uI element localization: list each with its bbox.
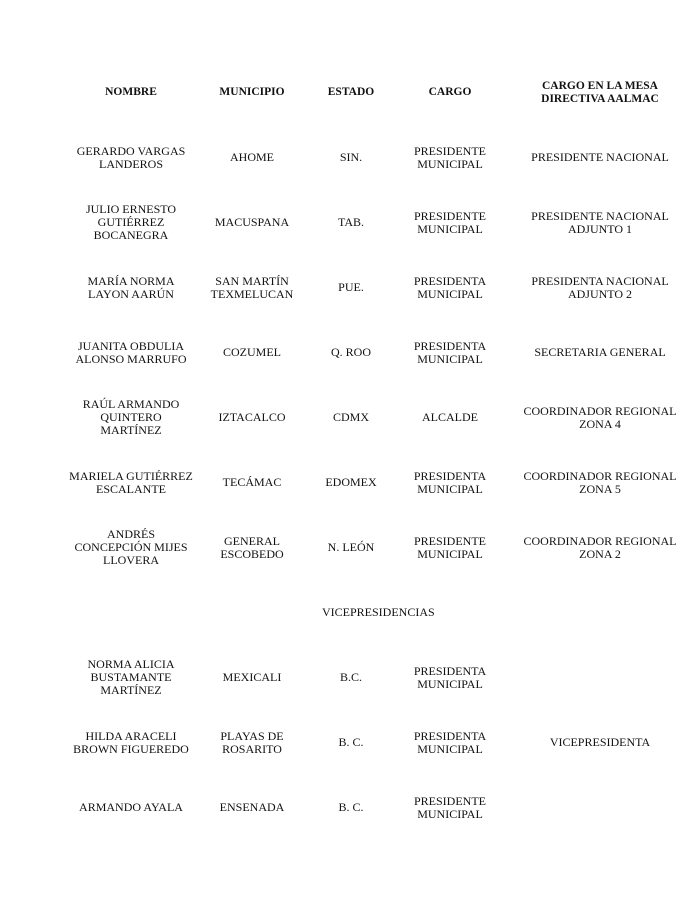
cargo-cell bbox=[395, 775, 505, 840]
mesa-cell-line: ZONA 2 bbox=[579, 546, 621, 561]
header-cargo: CARGO bbox=[428, 86, 472, 98]
nombre-cell-line: NORMA ALICIA bbox=[87, 657, 175, 671]
table-row bbox=[65, 385, 695, 450]
table-row bbox=[65, 320, 695, 385]
nombre-cell-line: ESCALANTE bbox=[96, 481, 166, 496]
estado-cell: CDMX bbox=[332, 410, 369, 424]
nombre-cell bbox=[65, 190, 197, 255]
table-row bbox=[65, 450, 695, 515]
nombre-cell-line: MARTÍNEZ bbox=[100, 683, 162, 697]
nombre-cell-line: ANDRÉS bbox=[106, 527, 155, 541]
cargo-cell bbox=[395, 320, 505, 385]
cargo-cell-line: MUNICIPAL bbox=[417, 286, 483, 301]
header-cargo-mesa-line-1: CARGO EN LA MESA bbox=[542, 79, 658, 92]
header-nombre: NOMBRE bbox=[105, 86, 157, 98]
mesa-cell-line: PRESIDENTA NACIONAL bbox=[531, 273, 669, 288]
mesa-cell bbox=[505, 385, 695, 450]
nombre-cell-line: MARTÍNEZ bbox=[100, 423, 162, 437]
municipio-cell bbox=[197, 775, 307, 840]
section-row bbox=[65, 580, 695, 645]
nombre-cell-line: GERARDO VARGAS bbox=[76, 143, 186, 158]
nombre-cell-line: ALONSO MARRUFO bbox=[75, 351, 187, 366]
vice-mesa-cell: VICEPRESIDENTA bbox=[549, 735, 651, 749]
cargo-cell-line: MUNICIPAL bbox=[417, 156, 483, 171]
municipio-cell-line: SAN MARTÍN bbox=[215, 273, 289, 288]
municipio-cell-line: MACUSPANA bbox=[214, 215, 290, 229]
cargo-cell-line: MUNICIPAL bbox=[417, 806, 483, 821]
cargo-cell bbox=[395, 190, 505, 255]
header-municipio: MUNICIPIO bbox=[219, 86, 285, 98]
municipio-cell bbox=[197, 255, 307, 320]
header-cargo-mesa-line-2: DIRECTIVA AALMAC bbox=[541, 92, 659, 105]
cargo-cell bbox=[395, 125, 505, 190]
mesa-cell bbox=[505, 450, 695, 515]
nombre-cell bbox=[65, 125, 197, 190]
cargo-cell-line: PRESIDENTE bbox=[414, 533, 486, 548]
nombre-cell-line: LANDEROS bbox=[98, 156, 163, 171]
nombre-cell bbox=[65, 775, 197, 840]
estado-cell: TAB. bbox=[337, 215, 365, 229]
nombre-cell-line: RAÚL ARMANDO bbox=[82, 397, 180, 411]
nombre-cell-line: JULIO ERNESTO bbox=[85, 202, 177, 216]
mesa-directiva-table bbox=[65, 60, 695, 840]
municipio-cell-line: PLAYAS DE bbox=[220, 728, 284, 743]
estado-cell: SIN. bbox=[339, 150, 363, 164]
estado-cell: Q. ROO bbox=[330, 345, 371, 359]
nombre-cell bbox=[65, 645, 197, 710]
table-row bbox=[65, 190, 695, 255]
mesa-cell-line: ADJUNTO 2 bbox=[567, 286, 633, 301]
mesa-cell-line: ZONA 5 bbox=[579, 481, 621, 496]
nombre-cell-line: CONCEPCIÓN MIJES bbox=[74, 540, 188, 554]
municipio-cell-line: TECÁMAC bbox=[222, 475, 282, 489]
nombre-cell bbox=[65, 710, 197, 775]
municipio-cell-line: AHOME bbox=[230, 150, 274, 164]
header-estado: ESTADO bbox=[327, 86, 375, 98]
mesa-cell bbox=[505, 255, 695, 320]
municipio-cell bbox=[197, 125, 307, 190]
mesa-cell-line: SECRETARIA GENERAL bbox=[534, 345, 666, 359]
nombre-cell-line: JUANITA OBDULIA bbox=[77, 338, 185, 353]
mesa-cell bbox=[505, 320, 695, 385]
nombre-cell bbox=[65, 320, 197, 385]
municipio-cell-line: TEXMELUCAN bbox=[210, 286, 294, 301]
mesa-cell bbox=[505, 190, 695, 255]
nombre-cell-line: LLOVERA bbox=[103, 553, 159, 567]
estado-cell: EDOMEX bbox=[325, 475, 377, 489]
cargo-cell bbox=[395, 450, 505, 515]
estado-cell: B.C. bbox=[339, 670, 362, 684]
cargo-cell-line: MUNICIPAL bbox=[417, 481, 483, 496]
municipio-cell bbox=[197, 710, 307, 775]
cargo-cell-line: PRESIDENTE bbox=[414, 208, 486, 223]
cargo-cell-line: MUNICIPAL bbox=[417, 741, 483, 756]
municipio-cell-line: ROSARITO bbox=[222, 741, 282, 756]
table-row bbox=[65, 255, 695, 320]
cargo-cell bbox=[395, 515, 505, 580]
cargo-cell-line: MUNICIPAL bbox=[417, 676, 483, 691]
cargo-cell-line: PRESIDENTA bbox=[413, 728, 487, 743]
municipio-cell bbox=[197, 645, 307, 710]
nombre-cell-line: BOCANEGRA bbox=[93, 228, 169, 242]
cargo-cell-line: PRESIDENTA bbox=[413, 338, 487, 353]
nombre-cell bbox=[65, 255, 197, 320]
cargo-cell-line: MUNICIPAL bbox=[417, 221, 483, 236]
municipio-cell bbox=[197, 515, 307, 580]
estado-cell: PUE. bbox=[338, 280, 364, 294]
estado-cell: B. C. bbox=[338, 800, 364, 814]
cargo-cell bbox=[395, 385, 505, 450]
nombre-cell bbox=[65, 385, 197, 450]
municipio-cell-line: GENERAL ESCOBEDO bbox=[220, 533, 284, 561]
cargo-cell-line: PRESIDENTA bbox=[413, 663, 487, 678]
header-cargo-mesa bbox=[505, 60, 695, 125]
cargo-cell bbox=[395, 645, 505, 710]
nombre-cell-line: BUSTAMANTE bbox=[90, 670, 172, 684]
table-row bbox=[65, 515, 695, 580]
nombre-cell-line: QUINTERO bbox=[100, 410, 162, 424]
nombre-cell bbox=[65, 515, 197, 580]
cargo-cell-line: PRESIDENTA bbox=[413, 273, 487, 288]
estado-cell: N. LEÓN bbox=[327, 540, 375, 554]
municipio-cell-line: COZUMEL bbox=[223, 345, 281, 359]
nombre-cell bbox=[65, 450, 197, 515]
mesa-cell-line: COORDINADOR REGIONAL bbox=[523, 468, 677, 483]
cargo-cell bbox=[395, 255, 505, 320]
vice-table-row bbox=[65, 645, 695, 710]
mesa-cell-line: COORDINADOR REGIONAL bbox=[523, 403, 677, 418]
estado-cell: B. C. bbox=[338, 735, 364, 749]
nombre-cell-line: BROWN FIGUEREDO bbox=[73, 741, 189, 756]
cargo-cell-line: MUNICIPAL bbox=[417, 351, 483, 366]
municipio-cell-line: MEXICALI bbox=[222, 670, 282, 684]
nombre-cell-line: ARMANDO AYALA bbox=[79, 800, 183, 814]
header-row bbox=[65, 60, 695, 125]
mesa-cell-line: PRESIDENTE NACIONAL bbox=[531, 150, 669, 164]
section-title: VICEPRESIDENCIAS bbox=[322, 605, 435, 619]
nombre-cell-line: MARÍA NORMA bbox=[87, 273, 175, 288]
cargo-cell-line: PRESIDENTA bbox=[413, 468, 487, 483]
cargo-cell bbox=[395, 710, 505, 775]
cargo-cell-line: ALCALDE bbox=[422, 410, 478, 424]
municipio-cell bbox=[197, 450, 307, 515]
cargo-cell-line: PRESIDENTE bbox=[414, 143, 486, 158]
municipio-cell-line: IZTACALCO bbox=[218, 410, 286, 424]
municipio-cell bbox=[197, 385, 307, 450]
mesa-cell-line: ZONA 4 bbox=[579, 416, 621, 431]
municipio-cell bbox=[197, 320, 307, 385]
nombre-cell-line: MARIELA GUTIÉRREZ bbox=[69, 468, 193, 483]
mesa-cell-line: ADJUNTO 1 bbox=[567, 221, 633, 236]
mesa-cell bbox=[505, 125, 695, 190]
municipio-cell-line: ENSENADA bbox=[219, 800, 285, 814]
table-row bbox=[65, 125, 695, 190]
mesa-cell bbox=[505, 515, 695, 580]
nombre-cell-line: HILDA ARACELI bbox=[85, 728, 177, 743]
cargo-cell-line: MUNICIPAL bbox=[417, 546, 483, 561]
mesa-cell-line: PRESIDENTE NACIONAL bbox=[531, 208, 669, 223]
municipio-cell bbox=[197, 190, 307, 255]
cargo-cell-line: PRESIDENTE bbox=[414, 793, 486, 808]
nombre-cell-line: GUTIÉRREZ bbox=[97, 215, 165, 229]
nombre-cell-line: LAYON AARÚN bbox=[88, 286, 174, 301]
mesa-cell-line: COORDINADOR REGIONAL bbox=[523, 533, 677, 548]
